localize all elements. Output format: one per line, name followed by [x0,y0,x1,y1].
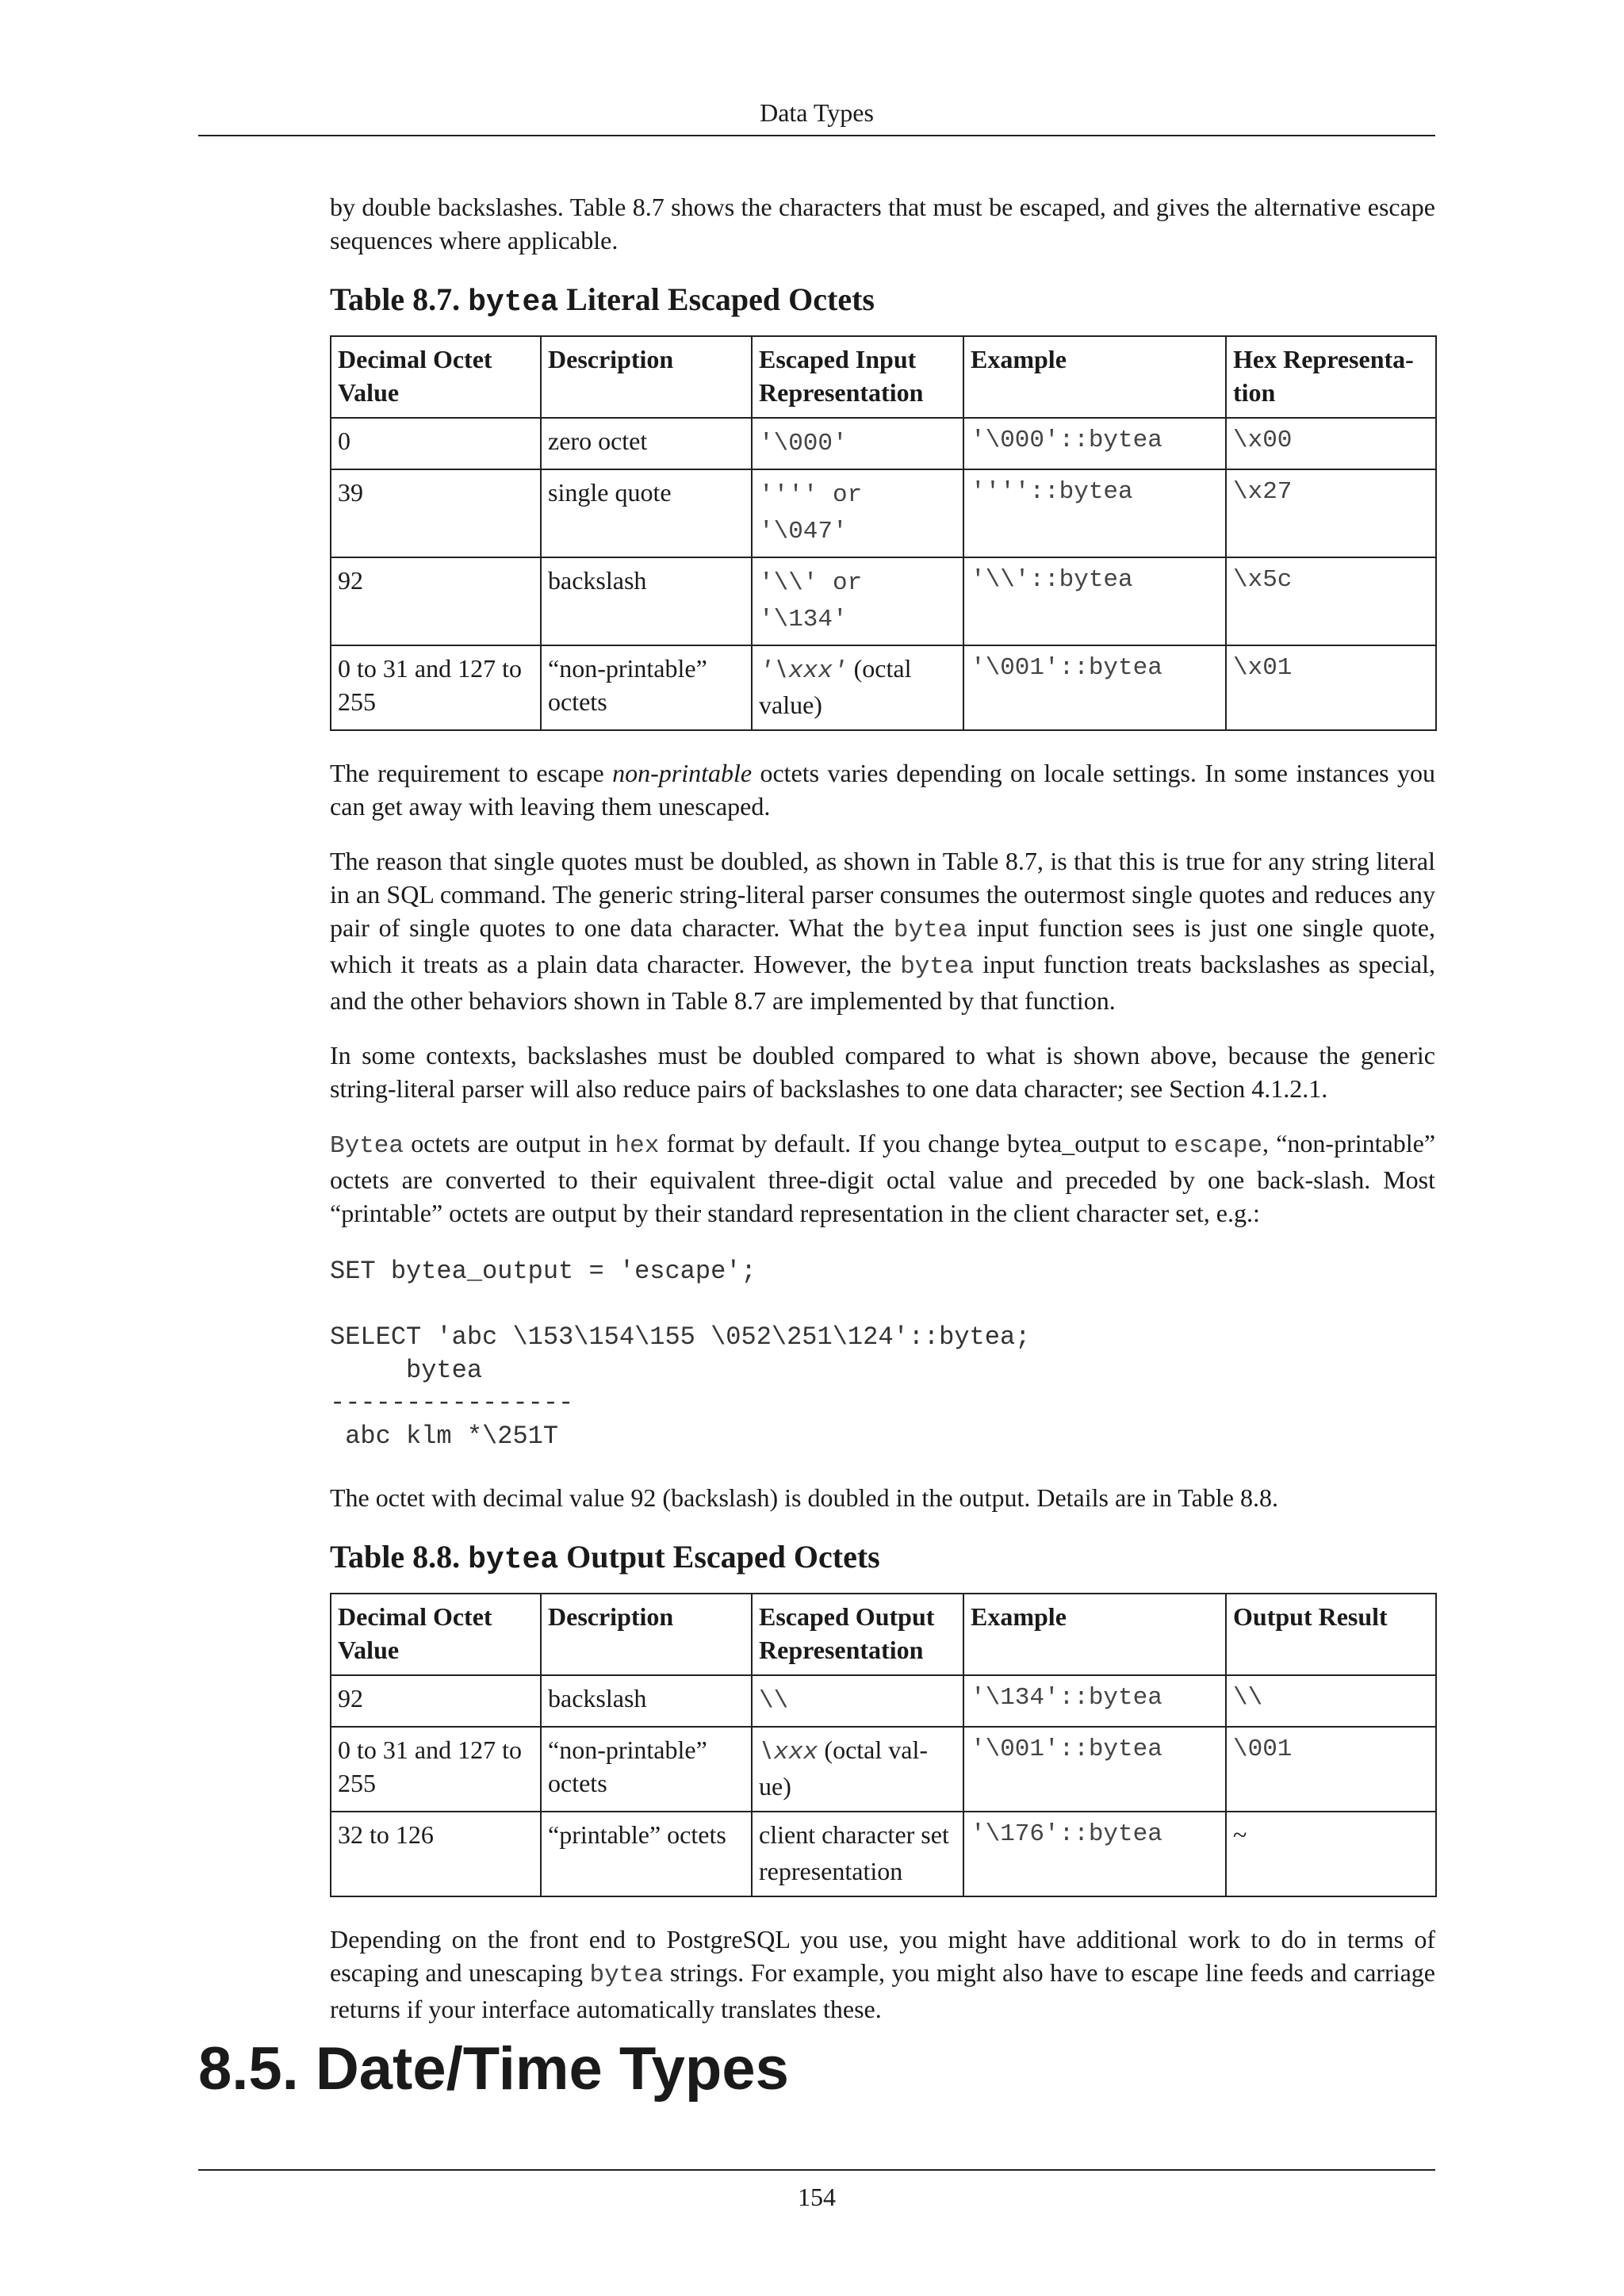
cell-escaped: '''' or '\047' [752,469,963,557]
column-header: Description [541,336,752,418]
column-header: Escaped Output Representation [752,1594,963,1675]
table-row [331,1675,1436,1727]
page-content [330,190,1435,2047]
column-header: Output Result [1226,1594,1436,1675]
cell-escaped: '\xxx' (octal value) [752,645,963,730]
cell-decimal: 0 to 31 and 127 to 255 [331,645,541,730]
header-title: Data Types [760,98,874,127]
column-header: Escaped Input Representation [752,336,963,418]
page-number: 154 [798,2183,836,2211]
cell-description: “non-printable” octets [541,645,752,730]
cell-example: '\000'::bytea [963,418,1226,469]
cell-description: single quote [541,469,752,557]
cell-description: backslash [541,557,752,645]
cell-decimal: 92 [331,557,541,645]
cell-decimal: 32 to 126 [331,1812,541,1896]
column-header: Hex Representa-tion [1226,336,1436,418]
cell-escaped: client character set representation [752,1812,963,1896]
cell-result: \\ [1226,1675,1436,1727]
cell-decimal: 0 to 31 and 127 to 255 [331,1727,541,1812]
paragraph-octet-92: The octet with decimal value 92 (backslash) is doubled in the output. Details are in Table 8.8. [330,1483,1278,1512]
table-8-8 [330,1593,1437,1897]
cell-escaped: '\000' [752,418,963,469]
paragraph-front-end: Depending on the front end to PostgreSQL you use, you might have additional work to do in terms of escaping and unescaping bytea strings. For example, you might also have to escape line feeds and carriage returns if your interface automatically translates these. [330,1925,1436,2023]
cell-hex: \x27 [1226,469,1436,557]
intro-paragraph: by double backslashes. Table 8.7 shows the characters that must be escaped, and gives the alternative escape sequences where applicable. [330,193,1435,254]
cell-example: '\176'::bytea [963,1812,1226,1896]
table-row [331,469,1436,557]
cell-decimal: 92 [331,1675,541,1727]
cell-hex: \x5c [1226,557,1436,645]
column-header: Description [541,1594,752,1675]
paragraph-output-format: Bytea octets are output in hex format by default. If you change bytea_output to escape, “non-printable” octets are converted to their equivalent three-digit octal value and preceded by one back-slash. Most “printable” octets are output by their standard representation in the client character set, e.g.: [330,1129,1436,1227]
cell-escaped: \\ [752,1675,963,1727]
table-row [331,557,1436,645]
table-8-7 [330,335,1437,731]
table-row [331,418,1436,469]
cell-example: '\\'::bytea [963,557,1226,645]
paragraph-backslashes: In some contexts, backslashes must be doubled compared to what is shown above, because the generic string-literal parser will also reduce pairs of backslashes to one data character; see Section 4.1.2.1. [330,1041,1435,1103]
table-row [331,1812,1436,1896]
code-example: SET bytea_output = 'escape'; SELECT 'abc \153\154\155 \052\251\124'::bytea; bytea ---------------- abc klm *\251T [330,1257,1031,1451]
cell-description: “non-printable” octets [541,1727,752,1812]
cell-example: '\001'::bytea [963,1727,1226,1812]
cell-decimal: 39 [331,469,541,557]
cell-description: backslash [541,1675,752,1727]
paragraph-nonprintable: The requirement to escape non-printable octets varies depending on locale settings. In some instances you can get away with leaving them unescaped. [330,759,1436,821]
cell-escaped: \xxx (octal val-ue) [752,1727,963,1812]
cell-hex: \x01 [1226,645,1436,730]
column-header: Decimal Octet Value [331,1594,541,1675]
table-row [331,645,1436,730]
cell-example: '\134'::bytea [963,1675,1226,1727]
table-8-8-title: Table 8.8. bytea Output Escaped Octets [330,1539,880,1577]
cell-result: ~ [1226,1812,1436,1896]
section-heading: 8.5. Date/Time Types [198,2035,789,2103]
cell-escaped: '\\' or '\134' [752,557,963,645]
column-header: Decimal Octet Value [331,336,541,418]
column-header: Example [963,1594,1226,1675]
cell-hex: \x00 [1226,418,1436,469]
table-8-7-title: Table 8.7. bytea Literal Escaped Octets [330,281,875,320]
paragraph-single-quotes: The reason that single quotes must be doubled, as shown in Table 8.7, is that this is true for any string literal in an SQL command. The generic string-literal parser consumes the outermost single quotes and reduces any pair of single quotes to one data character. What the bytea input function sees is just one single quote, which it treats as a plain data character. However, the bytea input function treats backslashes as special, and the other behaviors shown in Table 8.7 are implemented by that function. [330,847,1436,1015]
cell-example: '\001'::bytea [963,645,1226,730]
column-header: Example [963,336,1226,418]
cell-description: zero octet [541,418,752,469]
table-header-row [331,1594,1436,1675]
cell-result: \001 [1226,1727,1436,1812]
running-header [198,94,1435,136]
table-header-row [331,336,1436,418]
cell-decimal: 0 [331,418,541,469]
table-row [331,1727,1436,1812]
cell-example: ''''::bytea [963,469,1226,557]
cell-description: “printable” octets [541,1812,752,1896]
page-footer [198,2169,1435,2215]
